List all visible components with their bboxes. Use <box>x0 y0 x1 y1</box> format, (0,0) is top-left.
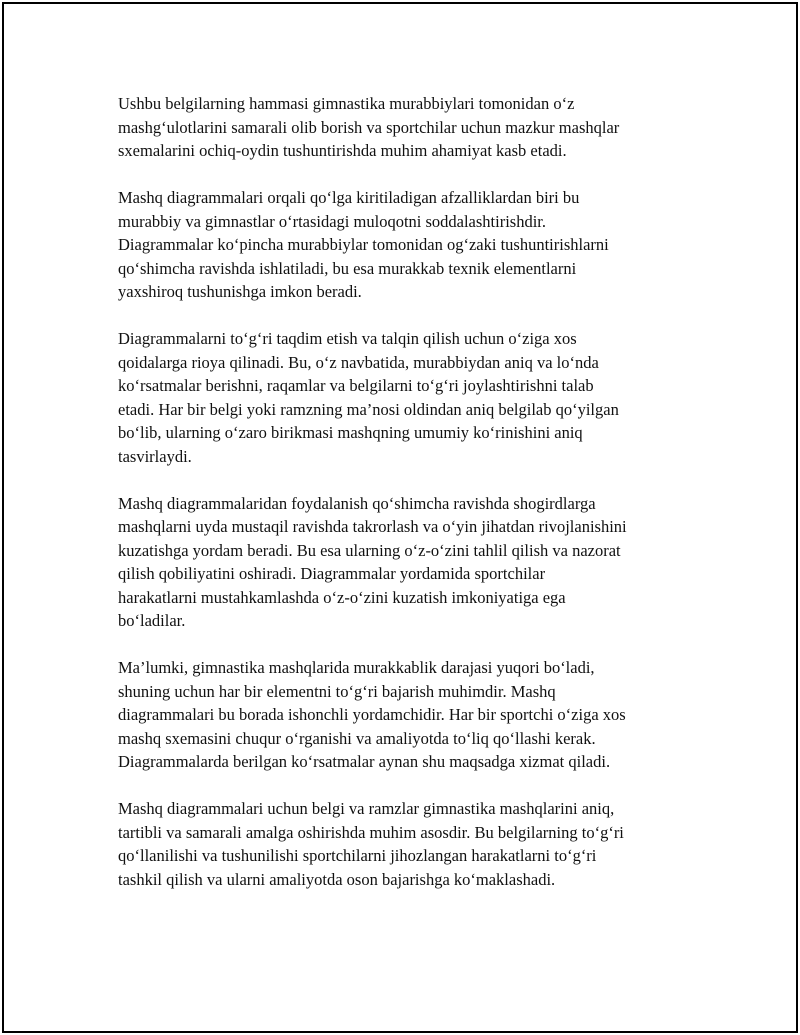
paragraph-2: Mashq diagrammalari orqali qo‘lga kiritiladigan afzalliklardan biri bu murabbiy va gimnastlar o‘rtasidagi muloqotni soddalashtirishdir. Diagrammalar ko‘pincha murabbiylar tomonidan og‘zaki tushuntirishlarni qo‘shimcha ravishda ishlatiladi, bu esa murakkab texnik elementlarni yaxshiroq tushunishga imkon beradi. <box>118 188 609 301</box>
paragraph-1: Ushbu belgilarning hammasi gimnastika murabbiylari tomonidan o‘z mashg‘ulotlarini samarali olib borish va sportchilar uchun mazkur mashqlar sxemalarini ochiq-oydin tushuntirishda muhim ahamiyat kasb etadi. <box>118 94 620 160</box>
document-body <box>118 92 708 915</box>
paragraph-4: Mashq diagrammalaridan foydalanish qo‘shimcha ravishda shogirdlarga mashqlarni uyda mustaqil ravishda takrorlash va o‘yin jihatdan rivojlanishini kuzatishga yordam beradi. Bu esa ularning o‘z-o‘zini tahlil qilish va nazorat qilish qobiliyatini oshiradi. Diagrammalar yordamida sportchilar harakatlarni mustahkamlashda o‘z-o‘zini kuzatish imkoniyatiga ega bo‘ladilar. <box>118 493 627 630</box>
paragraph-5: Ma’lumki, gimnastika mashqlarida murakkablik darajasi yuqori bo‘ladi, shuning uchun har bir elementni to‘g‘ri bajarish muhimdir. Mashq diagrammalari bu borada ishonchli yordamchidir. Har bir sportchi o‘ziga xos mashq sxemasini chuqur o‘rganishi va amaliyotda to‘liq qo‘llashi kerak. Diagrammalarda berilgan ko‘rsatmalar aynan shu maqsadga xizmat qiladi. <box>118 658 626 771</box>
paragraph-3: Diagrammalarni to‘g‘ri taqdim etish va talqin qilish uchun o‘ziga xos qoidalarga rioya qilinadi. Bu, o‘z navbatida, murabbiydan aniq va lo‘nda ko‘rsatmalar berishni, raqamlar va belgilarni to‘g‘ri joylashtirishni talab etadi. Har bir belgi yoki ramzning ma’nosi oldindan aniq belgilab qo‘yilgan bo‘lib, ularning o‘zaro birikmasi mashqning umumiy ko‘rinishini aniq tasvirlaydi. <box>118 329 619 466</box>
paragraph-6: Mashq diagrammalari uchun belgi va ramzlar gimnastika mashqlarini aniq, tartibli va samarali amalga oshirishda muhim asosdir. Bu belgilarning to‘g‘ri qo‘llanilishi va tushunilishi sportchilarni jihozlangan harakatlarni to‘g‘ri tashkil qilish va ularni amaliyotda oson bajarishga ko‘maklashadi. <box>118 799 624 889</box>
